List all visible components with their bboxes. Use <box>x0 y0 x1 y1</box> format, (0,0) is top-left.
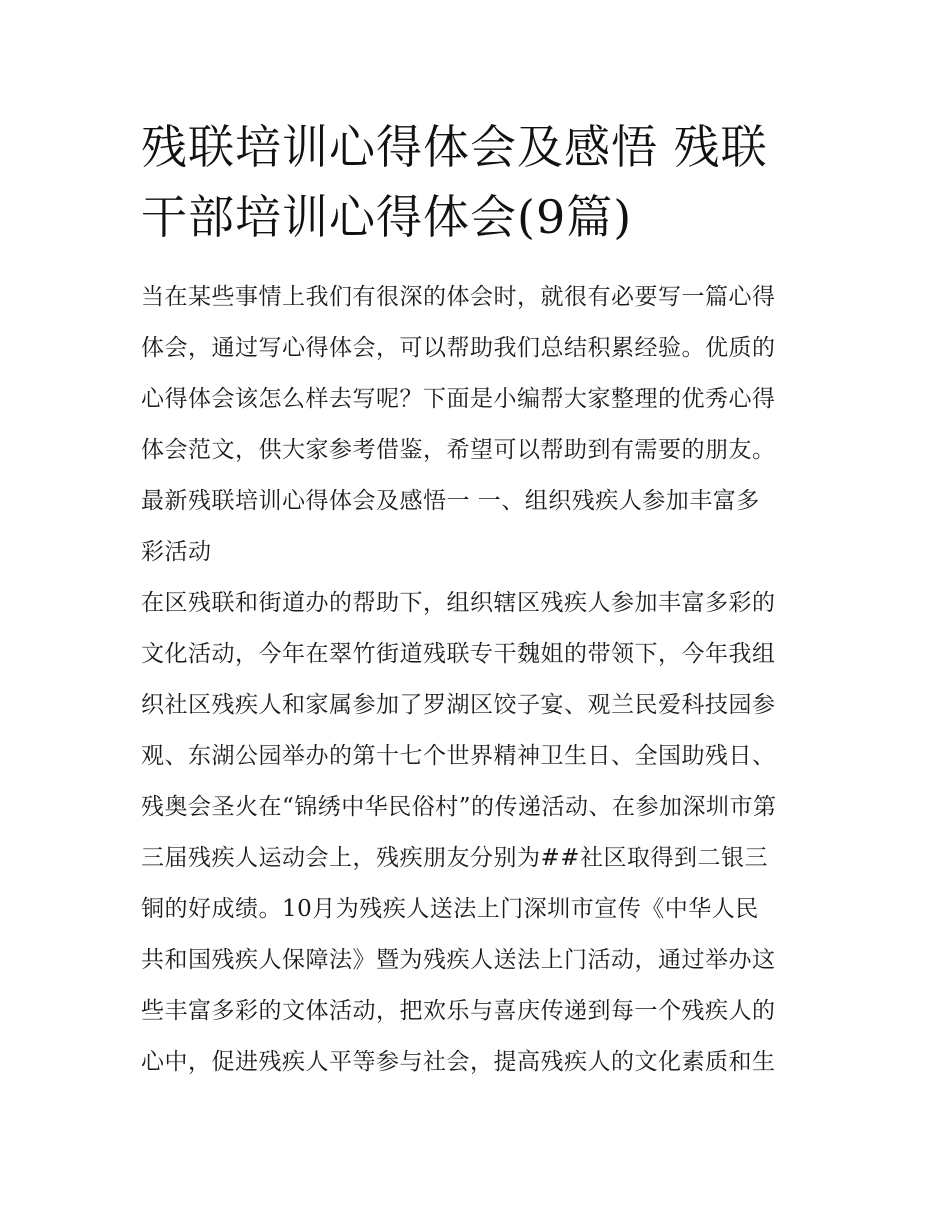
body-line: 铜的好成绩。10月为残疾人送法上门深圳市宣传《中华人民 <box>141 896 759 922</box>
body-line: 体会，通过写心得体会，可以帮助我们总结积累经验。优质的 <box>141 335 776 361</box>
body-line: 彩活动 <box>141 539 212 565</box>
body-line: 织社区残疾人和家属参加了罗湖区饺子宴、观兰民爱科技园参 <box>141 692 776 718</box>
document-body <box>141 272 821 1088</box>
body-line: 心得体会该怎么样去写呢？下面是小编帮大家整理的优秀心得 <box>141 386 776 412</box>
body-line: 在区残联和街道办的帮助下，组织辖区残疾人参加丰富多彩的 <box>141 590 776 616</box>
document-content <box>141 112 821 1088</box>
body-line: 最新残联培训心得体会及感悟一 一、组织残疾人参加丰富多 <box>141 488 760 514</box>
body-line: 文化活动，今年在翠竹街道残联专干魏姐的带领下，今年我组 <box>141 641 776 667</box>
body-line: 观、东湖公园举办的第十七个世界精神卫生日、全国助残日、 <box>141 743 776 769</box>
title-line-2: 干部培训心得体会(9篇) <box>141 190 633 244</box>
body-line: 三届残疾人运动会上，残疾朋友分别为##社区取得到二银三 <box>141 845 769 871</box>
body-line: 些丰富多彩的文体活动，把欢乐与喜庆传递到每一个残疾人的 <box>141 998 776 1024</box>
title-line-1: 残联培训心得体会及感悟 残联 <box>141 120 768 174</box>
body-line: 体会范文，供大家参考借鉴，希望可以帮助到有需要的朋友。 <box>141 437 776 463</box>
body-line: 心中，促进残疾人平等参与社会，提高残疾人的文化素质和生 <box>141 1049 776 1075</box>
document-title <box>141 112 821 252</box>
body-line: 残奥会圣火在“锦绣中华民俗村”的传递活动、在参加深圳市第 <box>141 794 777 820</box>
body-line: 共和国残疾人保障法》暨为残疾人送法上门活动，通过举办这 <box>141 947 776 973</box>
body-line: 当在某些事情上我们有很深的体会时，就很有必要写一篇心得 <box>141 284 776 310</box>
